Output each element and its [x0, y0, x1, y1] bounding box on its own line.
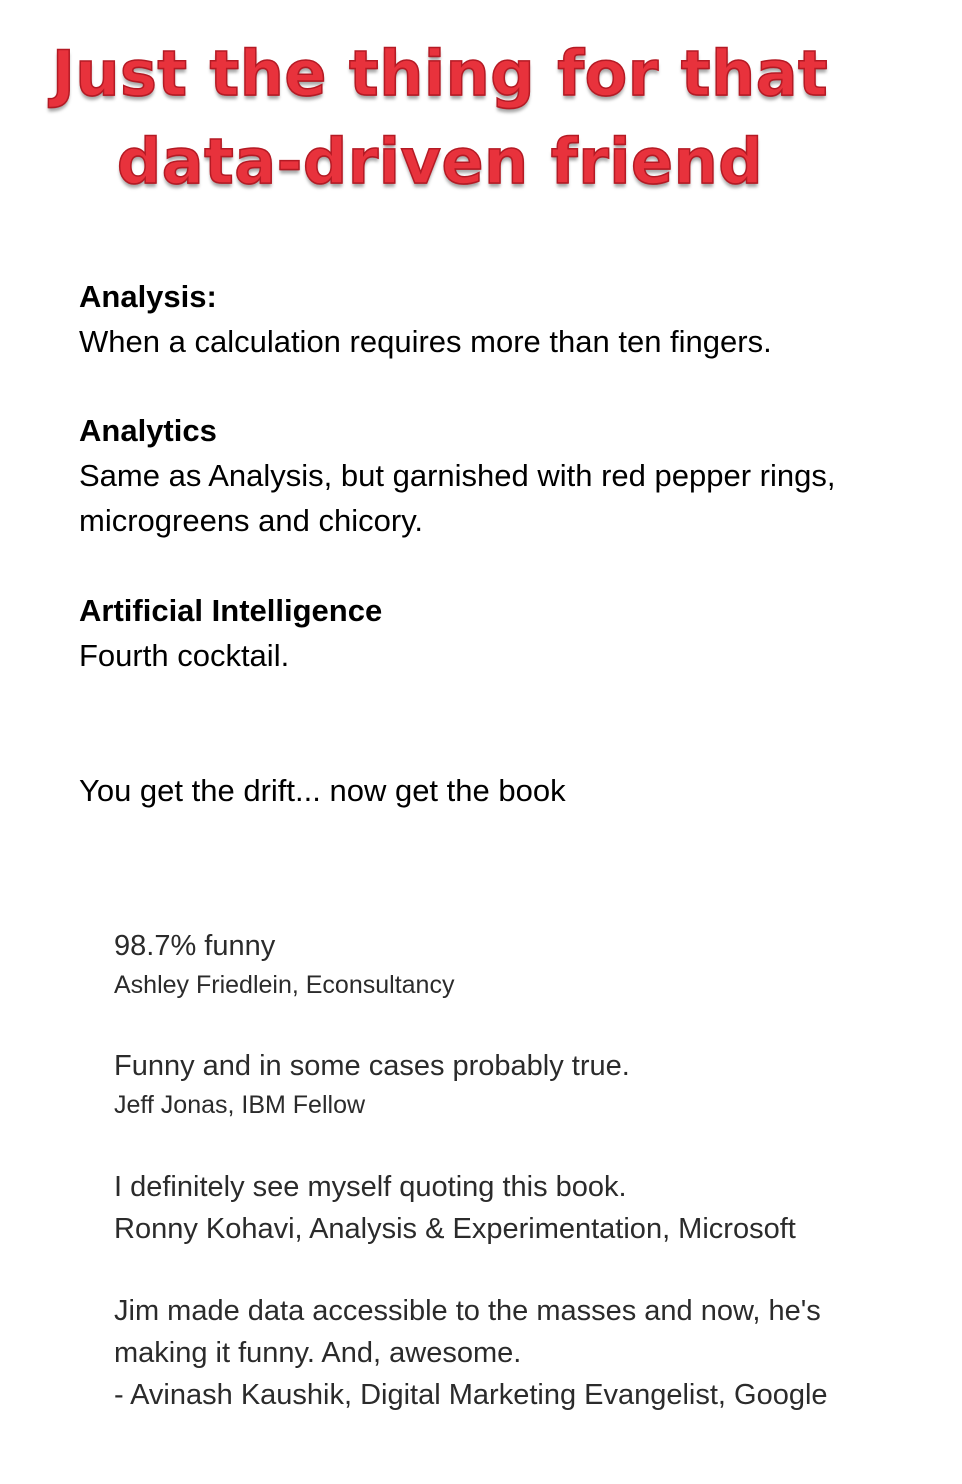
headline-line-2: data-driven friend	[116, 125, 764, 198]
quote-jeff-jonas	[114, 1045, 934, 1123]
quote-author: Jeff Jonas, IBM Fellow	[114, 1091, 366, 1119]
definition-artificial-intelligence	[79, 588, 939, 678]
definition-analysis	[79, 274, 939, 364]
quote-author: Ashley Friedlein, Econsultancy	[114, 971, 455, 999]
definition-term: Analytics	[79, 413, 217, 448]
quote-ronny-kohavi	[114, 1166, 934, 1250]
quote-avinash-kaushik	[114, 1290, 934, 1416]
quote-author: - Avinash Kaushik, Digital Marketing Evangelist, Google	[114, 1379, 828, 1411]
quote-author: Ronny Kohavi, Analysis & Experimentation, Microsoft	[114, 1213, 796, 1245]
definition-analytics	[79, 408, 939, 543]
quote-text-line-2: making it funny. And, awesome.	[114, 1337, 522, 1369]
definition-term: Analysis:	[79, 279, 217, 314]
quote-text: I definitely see myself quoting this book.	[114, 1171, 627, 1203]
quote-text-line-1: Jim made data accessible to the masses and now, he's	[114, 1295, 821, 1327]
definition-text: When a calculation requires more than ten fingers.	[79, 324, 772, 359]
definition-text-line-2: microgreens and chicory.	[79, 503, 424, 538]
definition-term: Artificial Intelligence	[79, 593, 383, 628]
definition-text-line-1: Same as Analysis, but garnished with red pepper rings,	[79, 458, 836, 493]
quote-text: 98.7% funny	[114, 930, 276, 962]
quote-ashley-friedlein	[114, 925, 934, 1003]
definition-text: Fourth cocktail.	[79, 638, 290, 673]
tagline: You get the drift... now get the book	[79, 773, 566, 808]
headline-line-1: Just the thing for that	[51, 37, 829, 110]
quote-text: Funny and in some cases probably true.	[114, 1050, 630, 1082]
